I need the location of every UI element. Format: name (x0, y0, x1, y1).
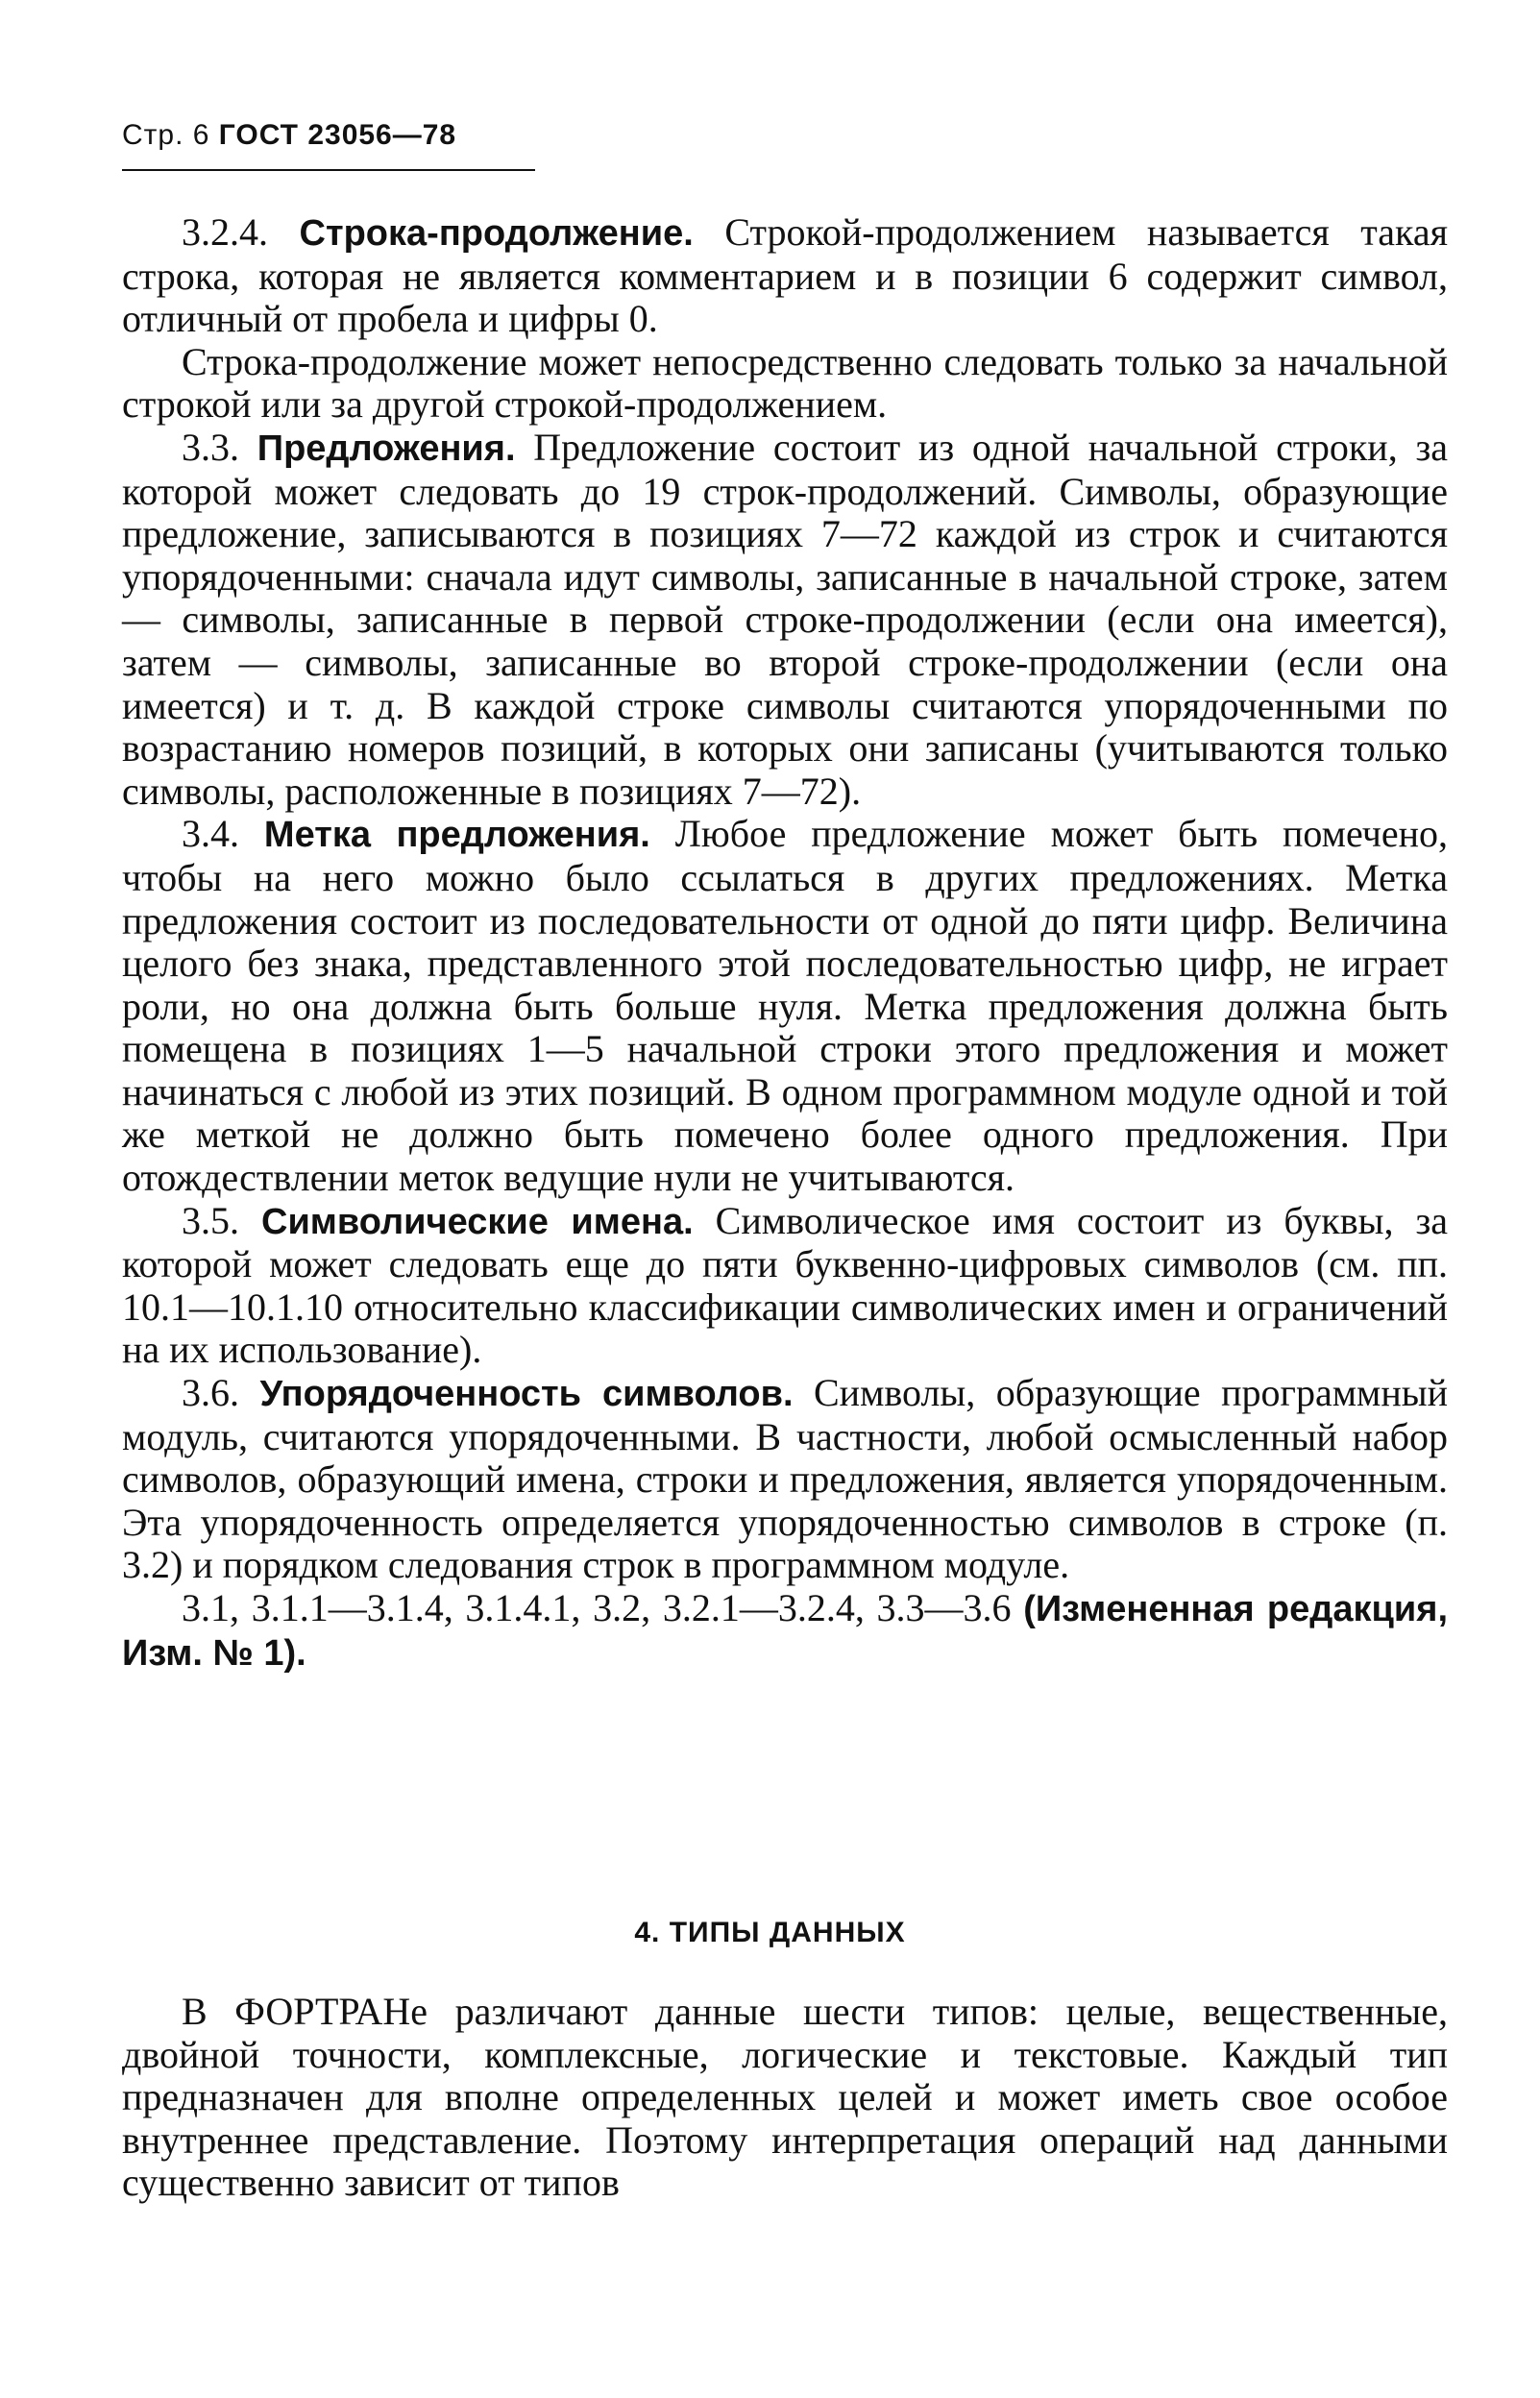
section-body (122, 1991, 1448, 2205)
clause-term: Предложения. (257, 428, 516, 469)
body-text (122, 211, 1448, 1675)
clause-term: Упорядоченность символов. (259, 1374, 794, 1415)
clause-text: Любое предложение может быть помечено, чтобы на него можно было ссылаться в других предложениях. Метка предложения состоит из последовательности от одной до пяти цифр. Величина целого без знака, представленного этой последовательностью цифр, не играет роли, но она должна быть больше нуля. Метка предложения должна быть помещена в позициях 1—5 начальной строки этого предложения и может начинаться с любой из этих позиций. В одном программном модуле одной и той же меткой не должно быть помечено более одного предложения. При отождествлении меток ведущие нули не учитываются. (122, 812, 1449, 1200)
paragraph-amendment-note (122, 1587, 1448, 1675)
paragraph-3-3 (122, 427, 1448, 813)
clause-number: 3.5. (182, 1198, 261, 1242)
clause-number: 3.3. (182, 425, 257, 469)
section-heading: 4. ТИПЫ ДАННЫХ (634, 1917, 906, 1948)
clause-text: Строкой-продолжением называется такая строка, которая не является комментарием и в позиции 6 содержит символ, отличный от пробела и цифры 0. (122, 210, 1448, 341)
amendment-clauses: 3.1, 3.1.1—3.1.4, 3.1.4.1, 3.2, 3.2.1—3.2.4, 3.3—3.6 (182, 1586, 1024, 1629)
paragraph-3-2-4 (122, 211, 1448, 341)
clause-number: 3.2.4. (182, 210, 300, 254)
paragraph-3-5 (122, 1200, 1448, 1372)
clause-term: Метка предложения. (263, 815, 650, 856)
clause-term: Строка-продолжение. (299, 213, 694, 254)
header-rule (122, 169, 535, 171)
clause-text: Символы, образующие программный модуль, считаются упорядоченными. В частности, любой осмысленный набор символов, образующий имена, строки и предложения, является упорядоченным. Эта упорядоченность определяется упорядоченностью символов в строке (п. 3.2) и порядком следования строк в программном модуле. (122, 1371, 1449, 1587)
clause-text: Предложение состоит из одной начальной строки, за которой может следовать до 19 строк-продолжений. Символы, образующие предложение, записываются в позициях 7—72 каждой из строк и считаются упорядоченными: сначала идут символы, записанные в начальной строке, затем — символы, записанные в первой строке-продолжении (если она имеется), затем — символы, записанные во второй строке-продолжении (если она имеется) и т. д. В каждой строке символы считаются упорядоченными по возрастанию номеров позиций, в которых они записаны (учитываются только символы, расположенные в позициях 7—72). (122, 425, 1449, 813)
standard-designation: ГОСТ 23056—78 (218, 119, 457, 151)
clause-text: Символическое имя состоит из буквы, за которой может следовать еще до пяти буквенно-цифровых символов (см. пп. 10.1—10.1.10 относительно классификации символических имен и ограничений на их использование). (122, 1198, 1449, 1372)
paragraph-3-4 (122, 813, 1448, 1199)
page-number: Стр. 6 (122, 119, 210, 151)
paragraph-data-types: В ФОРТРАНе различают данные шести типов: целые, вещественные, двойной точности, комплексные, логические и текстовые. Каждый тип предназначен для вполне определенных целей и может иметь свое особое внутреннее представление. Поэтому интерпретация операций над данными существенно зависит от типов (122, 1990, 1448, 2205)
clause-text: Строка-продолжение может непосредственно следовать только за начальной строкой или за другой строкой-продолжением. (122, 339, 1448, 427)
clause-number: 3.6. (182, 1371, 260, 1415)
paragraph-3-6 (122, 1372, 1448, 1587)
clause-number: 3.4. (182, 812, 264, 856)
clause-term: Символические имена. (261, 1201, 694, 1242)
amendment-note: (Измененная редакция, Изм. № 1). (122, 1589, 1448, 1674)
page-header (122, 119, 456, 152)
paragraph-continuation-rule (122, 341, 1448, 427)
